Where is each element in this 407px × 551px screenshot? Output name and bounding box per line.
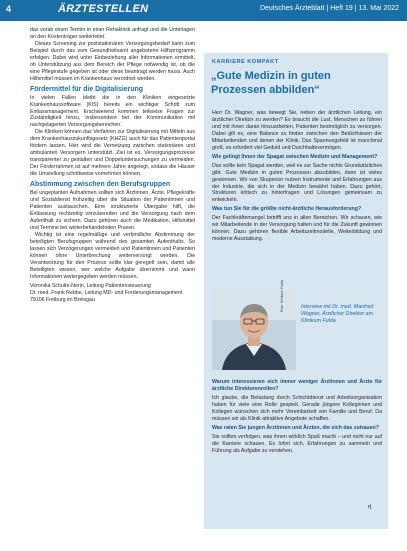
- interview-question: Was tun Sie für die größte nicht-ärztliche Herausforderung?: [212, 206, 362, 213]
- signature-line: Dr. med. Frank Rebbe, Leitung MD- und Forderungsmanagement: [30, 290, 183, 297]
- page-number: 4: [6, 4, 12, 14]
- photo-caption: Interview mit Dr. med. Manfred Wagner, Ärztlicher Direktor am Klinikum Fulda: [301, 304, 374, 324]
- body-paragraph: das vorab einen Termin in einer Rehaklinik anfragt und die Unterlagen an den Kostenträger weiterleitet.: [30, 27, 195, 40]
- left-column: [30, 27, 195, 304]
- section-heading: Fördermittel für die Digitalisierung: [30, 85, 143, 93]
- signature-line: 79106 Freiburg im Breisgau: [30, 297, 95, 304]
- signature-line: Veronika Schulte-Nerin, Leitung Patientensteuerung: [30, 283, 151, 290]
- interview-question: Was raten Sie jungen Ärztinnen und Ärzten, die sich das zutrauen?: [212, 424, 379, 431]
- interview-text-bottom: [212, 379, 382, 457]
- body-paragraph: In vielen Fällen bleibt die in den Kliniken eingesetzte Krankenhaussoftware (KIS) bereits ein wichtiger Schritt zum Entlassmanagement. Erschwerend kommen teilweise Fragen zur Zuständigkeit hinzu, insbesondere bei der Kommunikation mit nachgelagerten Versorgungsbereichen.: [30, 94, 195, 129]
- issue-line: Deutsches Ärzteblatt | Heft 19 | 13. Mai 2022: [259, 5, 399, 12]
- body-paragraph: Die Kliniken können das Verfahren zur Digitalisierung mit Mitteln aus dem Krankenhauszukunftsgesetz (KHZG) auch für das Patientenportal fördern lassen. Hier wird die Vernetzung zwischen stationären und ambulanten Versorgern unterstützt. Ziel ist es, Versorgungsprozesse transparenter zu gestalten und Doppeluntersuchungen zu vermeiden. Der Förderrahmen ist auf mehrere Jahre angelegt, sodass die Häuser die Umstellung schrittweise vornehmen können.: [30, 129, 195, 178]
- interview-intro: Herr Dr. Wagner, was bewegt Sie, neben der ärztlichen Leitung, ein ärztlicher Direktor zu werden? Es braucht die Lust, Menschen zu führen und mit ihnen daran hinzuarbeiten, Patienten bestmöglich zu versorgen. Dabei gilt es, eine Balance zu finden zwischen den Bedürfnissen der Mitarbeitenden und denen der Klinik. Das Spannungsfeld ist manchmal groß, es erfordert viel Geduld und Durchhaltevermögen.: [212, 110, 382, 151]
- author-endmark: rj: [368, 504, 372, 510]
- section-heading: Abstimmung zwischen den Berufsgruppen: [30, 181, 171, 189]
- header-bar: [0, 0, 407, 21]
- body-paragraph: Dieses Screening zur poststationären Versorgungsbedarf kann zum Beispiel durch das vom Gesundheitsamt angebotene Hilfsprogramm erfolgen. Dabei wird unter Einbeziehung aller Informationen ermittelt, ob Unterstützung aus dem Bereich der Pflege notwendig ist, ob die eine Pflegestufe gegeben ist oder diese beantragt werden muss. Auch Hilfsmittel müssen im Krankenhaus verordnet werden.: [30, 40, 195, 82]
- body-paragraph: Bei ungeplanten Aufnahmen sollten sich Ärztinnen, Ärzte, Pflegekräfte und Sozialdienst frühzeitig über die Situation der Patientinnen und Patienten austauschen. Eine strukturierte Übergabe hilft, die Entlassung rechtzeitig vorzubereiten und die Versorgung nach dem Aufenthalt zu sichern. Dazu gehören auch die Medikation, Hilfsmittel und Termine bei weiterbehandelnden Praxen.: [30, 190, 195, 231]
- author-signature: [30, 283, 195, 304]
- interview-text-top: [212, 110, 382, 245]
- body-paragraph: Wichtig ist eine regelmäßige und verbindliche Abstimmung der beteiligten Berufsgruppen während des gesamten Aufenthalts. So lassen sich Verzögerungen vermeiden und Patientinnen und Patienten können ohne Unterbrechung weiterversorgt werden. Die Verantwortung für den Prozess sollte klar geregelt sein, damit alle Beteiligten wissen, wer welche Aufgabe übernimmt und wann Informationen weitergegeben werden müssen.: [30, 231, 195, 280]
- interview-answer: Der Fachkräftemangel betrifft uns in allen Bereichen. Wir schauen, wie wir Mitarbeitende in der Versorgung halten und für die Zukunft gewinnen können. Dazu gehören flexible Arbeitszeitmodelle, Weiterbildung und moderne Ausstattung.: [212, 215, 382, 243]
- interview-answer: Sie sollten verfolgen, was ihnen wirklich Spaß macht – und nicht nur auf die Karriere schauen. Es lohnt sich, Erfahrungen zu sammeln und Führung als Aufgabe zu verstehen.: [212, 433, 382, 454]
- brand-logo: ÄRZTESTELLEN: [58, 3, 149, 15]
- photo-credit: Foto: Klinikum Fulda: [280, 280, 284, 312]
- interview-answer: Ich glaube, die Belastung durch Schichtdienst und Arbeitsorganisation haben für viele eine Rolle gespielt. Gerade jüngere Kolleginnen und Kollegen wünschen sich mehr Vereinbarkeit von Familie und Beruf. Da müssen wir als Klinik attraktive Angebote schaffen.: [212, 394, 382, 422]
- interview-answer: Das sollte kein Spagat werden, weil es zur Sache nichts Grundsätzliches gibt. Gute Medizin in guten Prozessen abzubilden, dann ist vieles gewonnen. Wir von Skupenior nutzen Instrumente und Erfahrungen aus der Industrie, die sich in der Medizin bewährt haben. Dazu gehört, Strukturen kritisch zu hinterfragen und Lösungen gemeinsam zu entwickeln.: [212, 162, 382, 204]
- box-kicker: KARRIERE KOMPAKT: [212, 59, 279, 65]
- interview-question: Warum interessieren sich immer weniger Ärztinnen und Ärzte für ärztliche Direktorenrollen?: [212, 379, 382, 392]
- interview-headline: „Gute Medizin in guten Prozessen abbilden“: [211, 70, 331, 96]
- interview-question: Wie gelingt Ihnen der Spagat zwischen Medizin und Management?: [212, 153, 378, 160]
